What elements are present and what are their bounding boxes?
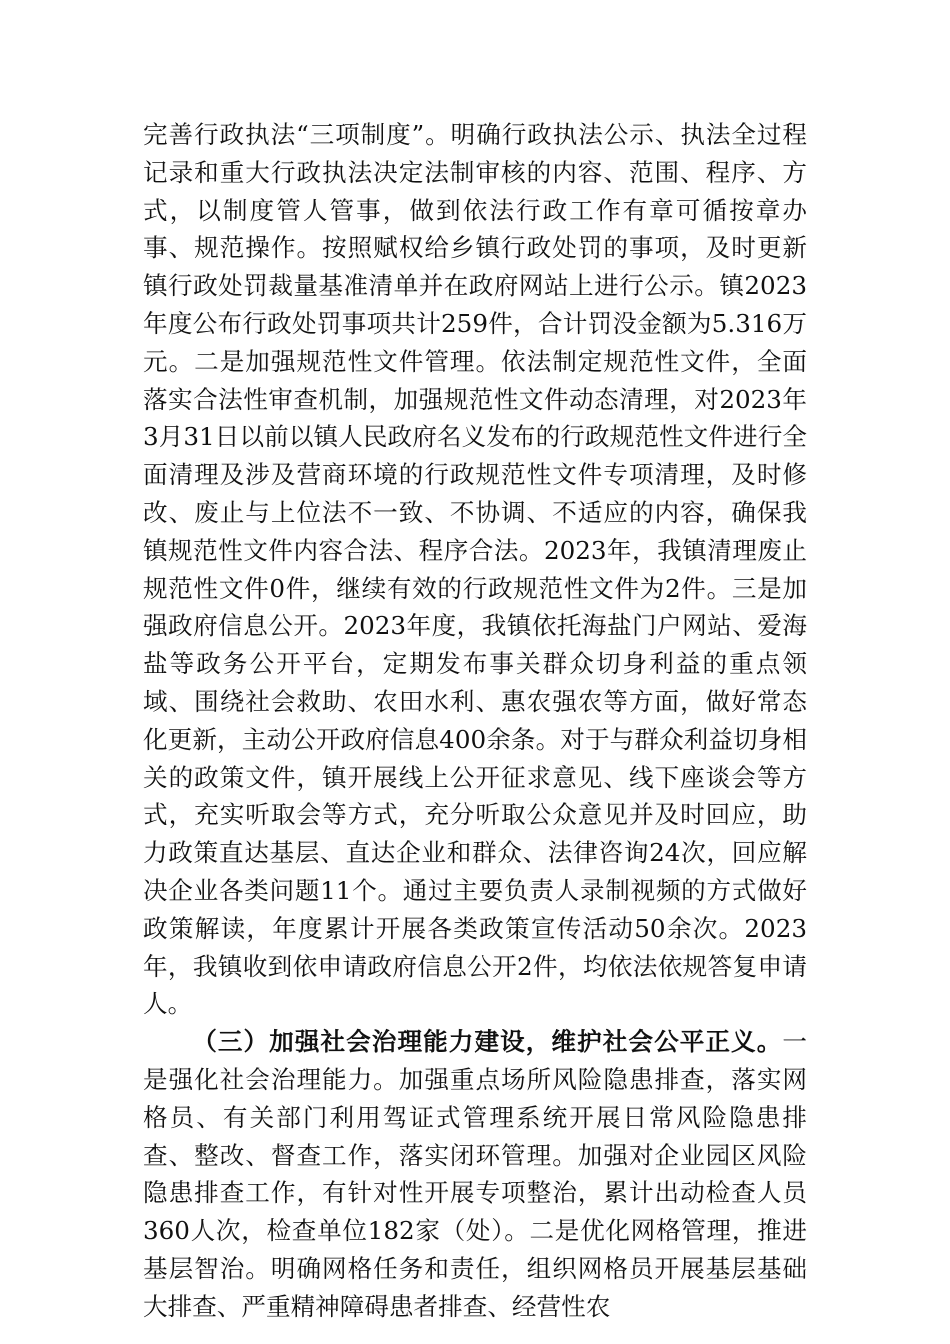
document-page [143, 116, 807, 1326]
body-paragraph-1: 完善行政执法“三项制度”。明确行政执法公示、执法全过程记录和重大行政执法决定法制审核的内容、范围、程序、方式，以制度管人管事，做到依法行政工作有章可循按章办事、规范操作。按照赋权给乡镇行政处罚的事项，及时更新镇行政处罚裁量基准清单并在政府网站上进行公示。镇2023年度公布行政处罚事项共计259件，合计罚没金额为5.316万元。二是加强规范性文件管理。依法制定规范性文件，全面落实合法性审查机制，加强规范性文件动态清理，对2023年3月31日以前以镇人民政府名义发布的行政规范性文件进行全面清理及涉及营商环境的行政规范性文件专项清理，及时修改、废止与上位法不一致、不协调、不适应的内容，确保我镇规范性文件内容合法、程序合法。2023年，我镇清理废止规范性文件0件，继续有效的行政规范性文件为2件。三是加强政府信息公开。2023年度，我镇依托海盐门户网站、爱海盐等政务公开平台，定期发布事关群众切身利益的重点领域、围绕社会救助、农田水利、惠农强农等方面，做好常态化更新，主动公开政府信息400余条。对于与群众利益切身相关的政策文件，镇开展线上公开征求意见、线下座谈会等方式，充实听取会等方式，充分听取公众意见并及时回应，助力政策直达基层、直达企业和群众、法律咨询24次，回应解决企业各类问题11个。通过主要负责人录制视频的方式做好政策解读，年度累计开展各类政策宣传活动50余次。2023年，我镇收到依申请政府信息公开2件，均依法依规答复申请人。 [143, 120, 807, 1019]
section-heading: （三）加强社会治理能力建设，维护社会公平正义。 [192, 1027, 783, 1057]
body-paragraph-2 [143, 1023, 807, 1325]
section-body-text: 一是强化社会治理能力。加强重点场所风险隐患排查，落实网格员、有关部门利用驾证式管理系统开展日常风险隐患排查、整改、督查工作，落实闭环管理。加强对企业园区风险隐患排查工作，有针对性开展专项整治，累计出动检查人员360人次，检查单位182家（处）。二是优化网格管理，推进基层智治。明确网格任务和责任，组织网格员开展基层基础大排查、严重精神障碍患者排查、经营性农 [143, 1027, 807, 1321]
